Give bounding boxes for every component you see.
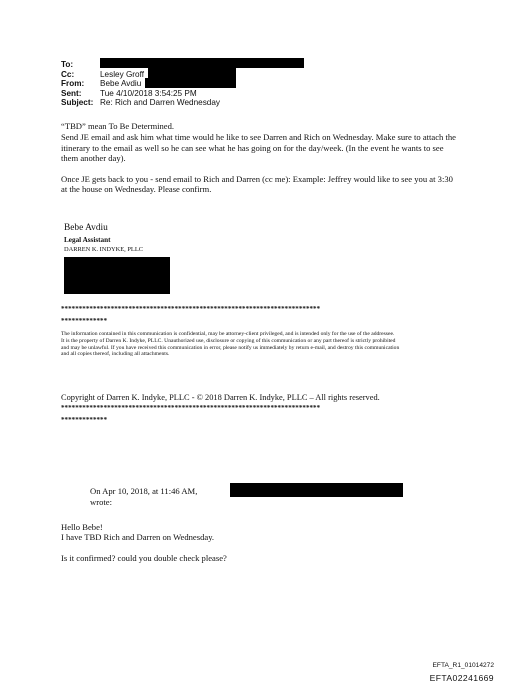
message-body xyxy=(61,121,461,194)
message-paragraph-2: Send JE email and ask him what time would he like to see Darren and Rich on Wednesday. Make sure to attach the itinerary to the email as well so he can see what he has going on for the day/week. (In the event he wants to see them another day). xyxy=(61,132,456,164)
separator-line-3: ************************************************************************* xyxy=(61,404,321,412)
separator-line-2: ************* xyxy=(61,317,108,325)
message-paragraph-3: Once JE gets back to you - send email to Rich and Darren (cc me): Example: Jeffrey would like to see you at 3:30 at the house on Wednesday. Please confirm. xyxy=(61,173,453,195)
disclaimer-line-2: It is the property of Darren K. Indyke, PLLC. Unauthorized use, disclosure or copying of this communication or any part thereof is strictly prohibited xyxy=(61,337,396,344)
quoted-intro: On Apr 10, 2018, at 11:46 AM, xyxy=(90,486,198,496)
quoted-header xyxy=(90,486,197,507)
disclaimer-line-3: and may be unlawful. If you have received this communication in error, please notify us immediately by return e-mail, and destroy this communication xyxy=(61,344,400,351)
subject-label: Subject: xyxy=(61,98,94,108)
quoted-line-1: I have TBD Rich and Darren on Wednesday. xyxy=(61,532,215,543)
copyright-line: Copyright of Darren K. Indyke, PLLC - © 2018 Darren K. Indyke, PLLC – All rights reserved. xyxy=(61,393,380,402)
signature-title: Legal Assistant xyxy=(64,236,111,244)
cc-value: Lesley Groff xyxy=(100,69,144,79)
separator-line-1: ************************************************************************* xyxy=(61,305,321,313)
footer-reference-2: EFTA02241669 xyxy=(429,673,494,683)
subject-value: Re: Rich and Darren Wednesday xyxy=(100,98,220,108)
disclaimer-line-4: and all copies thereof, including all attachments. xyxy=(61,351,170,358)
disclaimer-line-1: The information contained in this communication is confidential, may be attorney-client privileged, and is intended only for the use of the addressee. xyxy=(61,331,395,337)
redaction-to xyxy=(100,58,304,68)
redaction-from xyxy=(145,78,236,88)
quoted-line-2: Is it confirmed? could you double check please? xyxy=(61,552,227,563)
signature-name: Bebe Avdiu xyxy=(64,223,108,233)
subject-row xyxy=(61,98,220,108)
signature-firm: DARREN K. INDYKE, PLLC xyxy=(64,246,143,253)
cc-label: Cc: xyxy=(61,69,75,79)
separator-line-4: ************* xyxy=(61,416,108,424)
quoted-body xyxy=(61,522,227,563)
quoted-wrote: wrote: xyxy=(90,496,112,507)
from-label: From: xyxy=(61,79,85,89)
redaction-signature xyxy=(64,257,170,294)
sent-row xyxy=(61,89,220,99)
footer-reference-1: EFTA_R1_01014272 xyxy=(432,662,494,669)
to-label: To: xyxy=(61,60,74,69)
redaction-cc xyxy=(148,68,236,78)
redaction-quoted-sender xyxy=(230,483,403,497)
sent-label: Sent: xyxy=(61,88,82,98)
quoted-greeting: Hello Bebe! xyxy=(61,522,103,532)
from-value: Bebe Avdiu xyxy=(100,79,142,89)
sent-value: Tue 4/10/2018 3:54:25 PM xyxy=(100,88,197,98)
message-paragraph-1: “TBD” mean To Be Determined. xyxy=(61,121,175,131)
disclaimer xyxy=(61,331,461,358)
